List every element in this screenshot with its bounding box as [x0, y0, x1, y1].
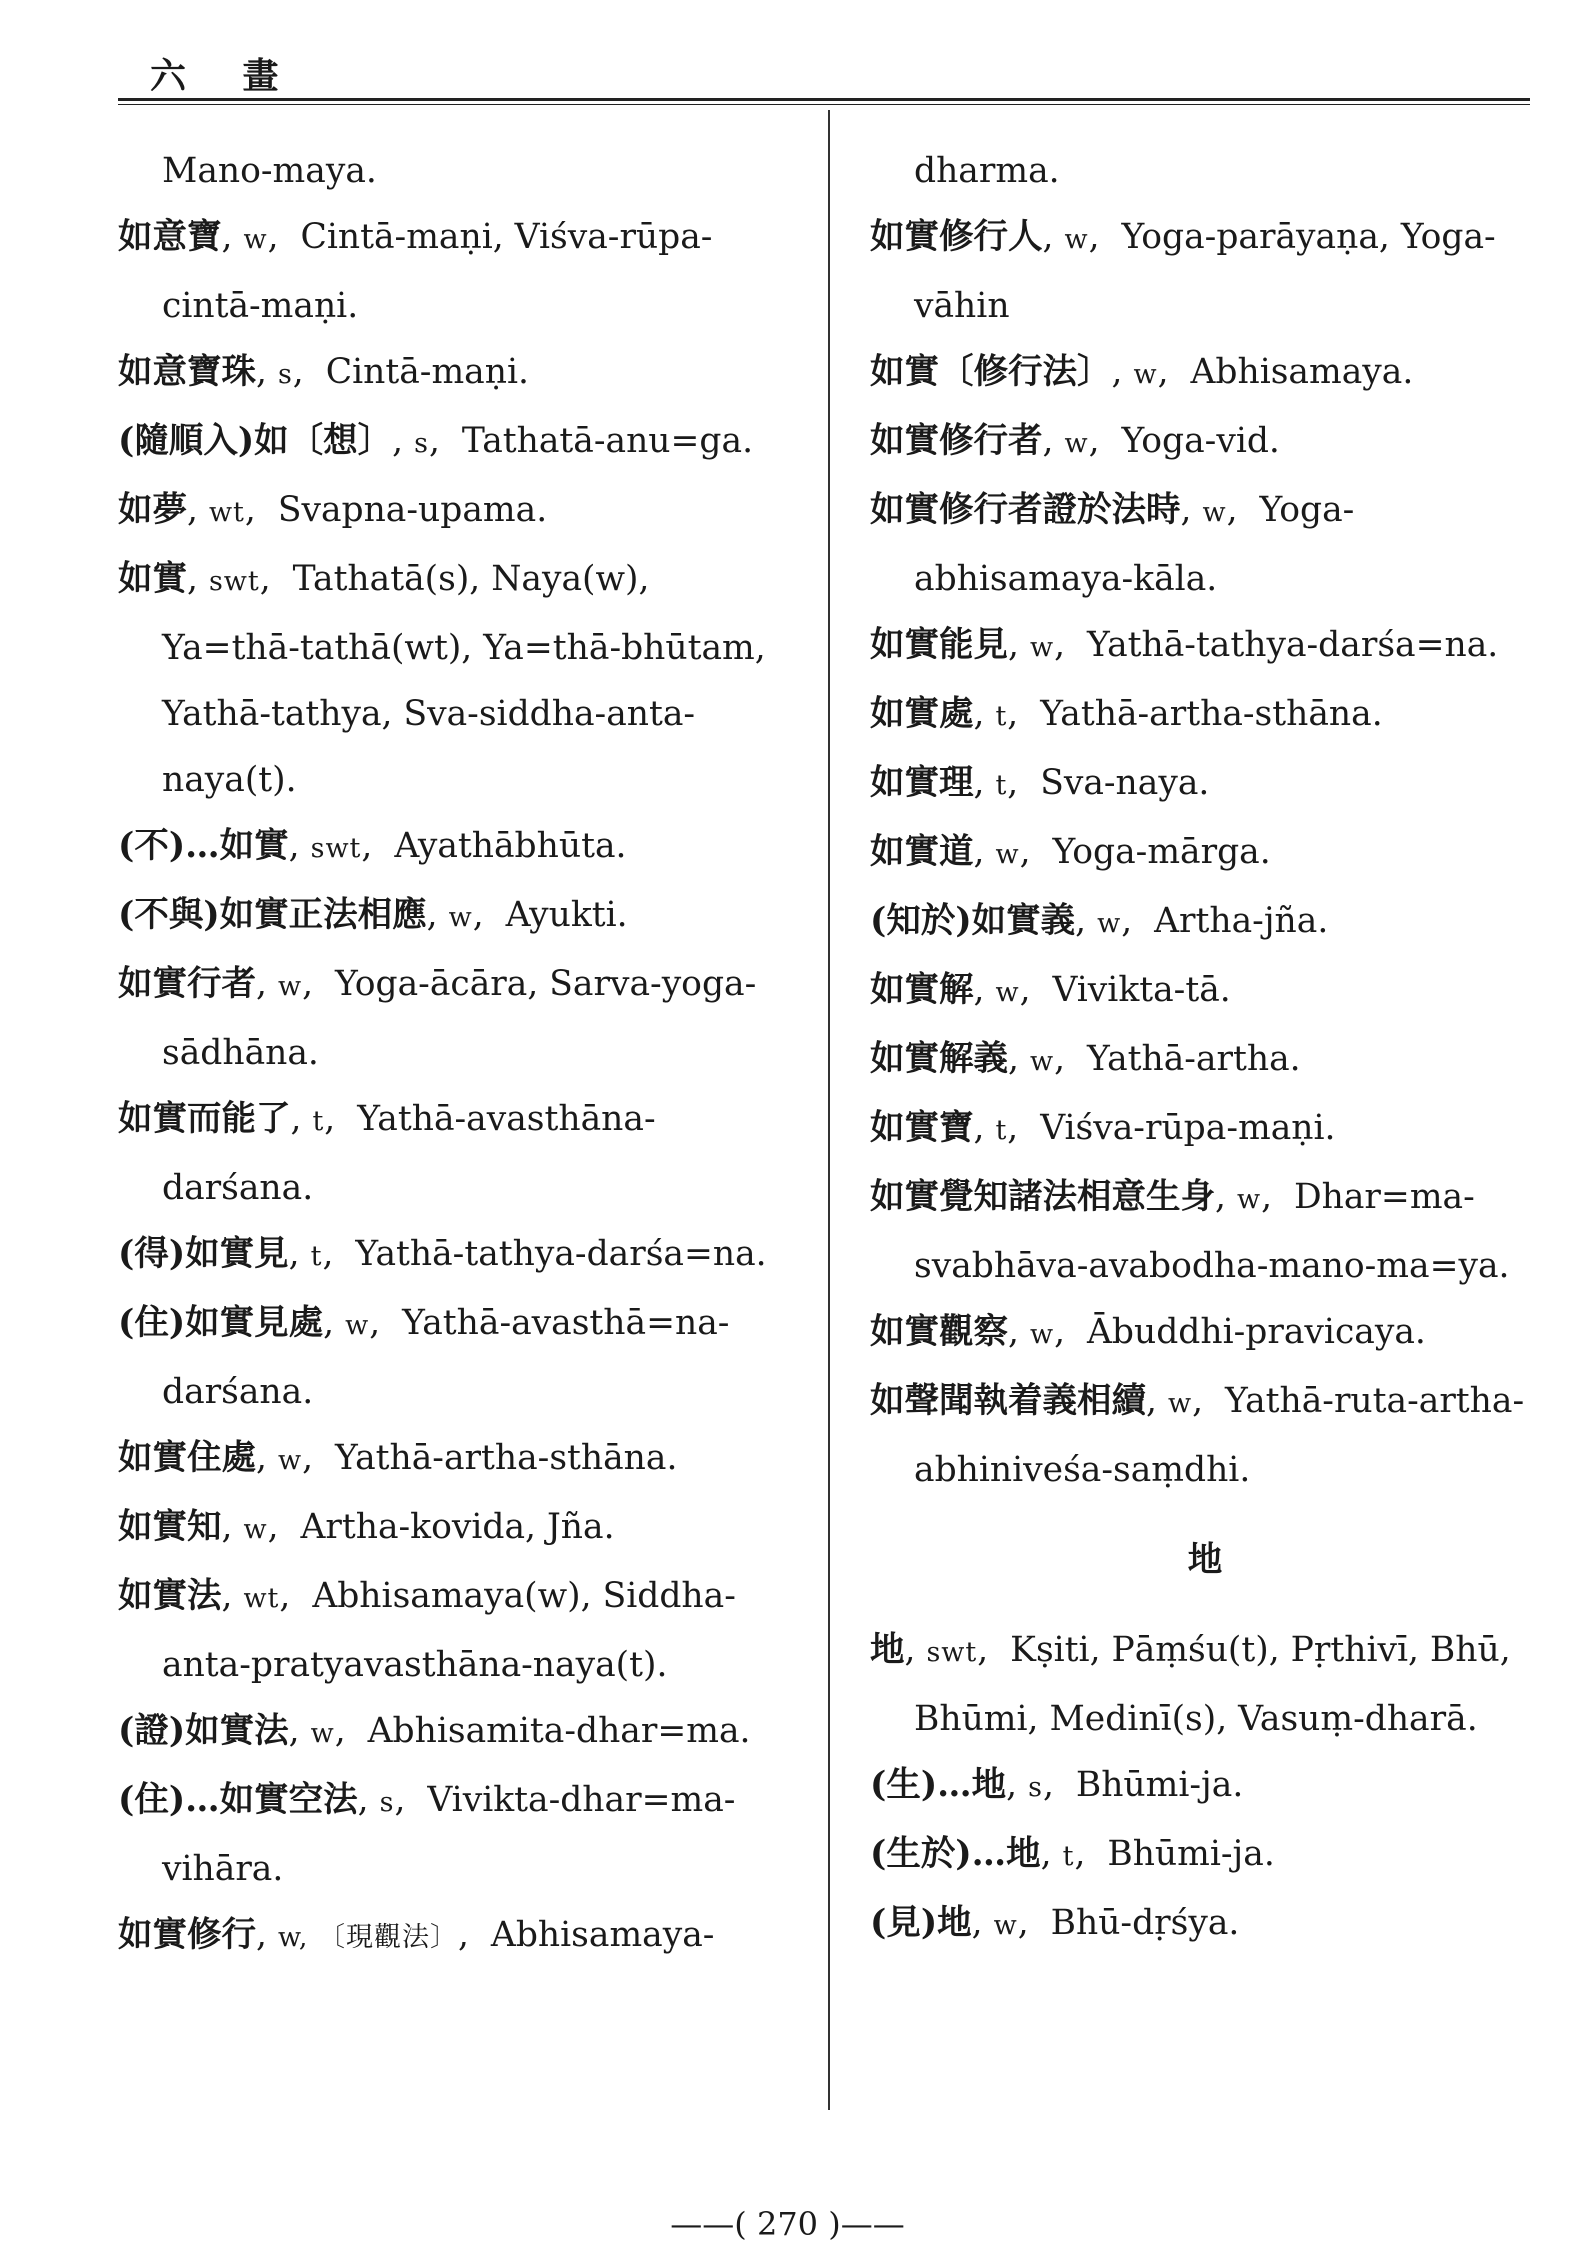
entry-sanskrit: Kṣiti, Pāṃśu(t), Pṛthivī, Bhū, Bhūmi, Medinī(s), Vasuṃ-dharā. — [914, 1630, 1511, 1739]
entry-headword: (不)…如實 — [118, 826, 289, 866]
entry-headword: 如聲聞執着義相續 — [870, 1381, 1146, 1421]
entry-headword: (見)地 — [870, 1903, 972, 1943]
entry-headword: (隨順入)如〔想〕 — [118, 421, 393, 461]
entry-source-ref: w — [995, 977, 1020, 1008]
dictionary-entry: 如意寶珠, s, Cintā-maṇi. — [118, 352, 529, 392]
dictionary-entry: 如夢, wt, Svapna-upama. — [118, 490, 548, 530]
dictionary-entry: (不與)如實正法相應, w, Ayukti. — [118, 895, 628, 935]
entry-headword: 如實 — [118, 559, 187, 599]
dictionary-entry: 如聲聞執着義相續, w, Yathā-ruta-artha-abhiniveśa-saṃdhi. — [870, 1381, 1525, 1490]
entry-source-ref: swt — [926, 1637, 978, 1668]
entry-headword: (生)…地 — [870, 1765, 1007, 1805]
entry-source-ref: swt — [208, 566, 260, 597]
dictionary-entry: 如實修行, w, 〔現觀法〕, Abhisamaya- — [118, 1915, 715, 1955]
entry-sanskrit: Artha-kovida, Jña. — [300, 1507, 615, 1547]
dictionary-entry: 如實法, wt, Abhisamaya(w), Siddha-anta-pratyavasthāna-naya(t). — [118, 1576, 736, 1685]
dictionary-entry: 如實解義, w, Yathā-artha. — [870, 1039, 1301, 1079]
entry-headword: (住)如實見處 — [118, 1303, 324, 1343]
entry-source-ref: t — [995, 770, 1008, 801]
entry-headword: 如實修行 — [118, 1915, 256, 1955]
entry-source-ref: w — [277, 971, 303, 1002]
entry-sanskrit: Abhisamaya- — [490, 1915, 715, 1955]
dictionary-entry: 如實解, w, Vivikta-tā. — [870, 970, 1231, 1010]
page-number: ——( 270 )—— — [670, 2205, 905, 2243]
entry-headword: 如意寶珠 — [118, 352, 256, 392]
entry-headword: (證)如實法 — [118, 1711, 289, 1751]
entry-sanskrit: Viśva-rūpa-maṇi. — [1040, 1108, 1336, 1148]
entry-source-ref: w — [993, 1910, 1018, 1941]
entry-sanskrit: Yathā-artha-sthāna. — [1040, 694, 1383, 734]
entry-sanskrit: Ayathābhūta. — [394, 826, 627, 866]
entry-sanskrit: Yathā-artha. — [1086, 1039, 1301, 1079]
dictionary-entry: 如實修行者證於法時, w, Yoga-abhisamaya-kāla. — [870, 490, 1355, 599]
entry-source-ref: t — [995, 701, 1008, 732]
right-column — [870, 138, 1540, 1959]
entry-source-ref: w — [1064, 224, 1089, 255]
entry-source-ref: s — [1028, 1772, 1043, 1803]
running-head: 六 畫 — [150, 55, 301, 97]
entry-headword: 如實觀察 — [870, 1312, 1008, 1352]
entry-source-ref: w — [1133, 359, 1158, 390]
entry-headword: 如實而能了 — [118, 1099, 291, 1139]
column-divider — [828, 110, 830, 2110]
entry-sanskrit: Vivikta-dhar=ma-vihāra. — [162, 1780, 736, 1889]
entry-sanskrit: Vivikta-tā. — [1052, 970, 1231, 1010]
entry-sanskrit: Abhisamita-dhar=ma. — [367, 1711, 751, 1751]
entry-source-ref: w — [1029, 632, 1055, 663]
entry-sanskrit: Yathā-tathya-darśa=na. — [1086, 625, 1499, 665]
entry-sanskrit: Bhū-dṛśya. — [1050, 1903, 1240, 1943]
entry-headword: 如夢 — [118, 490, 187, 530]
entry-source-ref: t — [310, 1241, 323, 1272]
entry-headword: 如實行者 — [118, 964, 256, 1004]
entry-headword: 如實理 — [870, 763, 974, 803]
dictionary-entry: 如意寶, w, Cintā-maṇi, Viśva-rūpa-cintā-maṇi. — [118, 217, 713, 326]
entry-source-ref: wt — [208, 497, 245, 528]
dictionary-entry: 如實修行人, w, Yoga-parāyaṇa, Yoga-vāhin — [870, 217, 1496, 326]
entry-sanskrit: Tathatā-anu=ga. — [461, 421, 754, 461]
dictionary-entry: 如實觀察, w, Ābuddhi-pravicaya. — [870, 1312, 1426, 1352]
entry-sanskrit: Yoga-parāyaṇa, Yoga-vāhin — [914, 217, 1496, 326]
entry-source-ref: w — [1167, 1388, 1193, 1419]
entry-source-ref: s — [277, 359, 293, 390]
entry-headword: 如實解 — [870, 970, 974, 1010]
entry-source-ref: w — [345, 1310, 370, 1341]
entry-source-ref: t — [995, 1115, 1008, 1146]
entry-source-ref: t — [1062, 1841, 1075, 1872]
dictionary-entry: (知於)如實義, w, Artha-jña. — [870, 901, 1329, 941]
entry-sanskrit: Bhūmi-ja. — [1107, 1834, 1275, 1874]
dictionary-entry: (不)…如實, swt, Ayathābhūta. — [118, 826, 627, 866]
dictionary-entry: 如實能見, w, Yathā-tathya-darśa=na. — [870, 625, 1499, 665]
entry-source-ref: w — [277, 1445, 303, 1476]
dictionary-entry: 如實修行者, w, Yoga-vid. — [870, 421, 1280, 461]
section-heading: 地 — [1187, 1540, 1223, 1580]
entry-sanskrit: Cintā-maṇi, Viśva-rūpa-cintā-maṇi. — [162, 217, 713, 326]
entry-headword: 如實處 — [870, 694, 974, 734]
entry-sanskrit: Bhūmi-ja. — [1075, 1765, 1244, 1805]
entry-source-ref: w — [1029, 1046, 1055, 1077]
header-rule — [118, 98, 1530, 105]
entry-sanskrit: Tathatā(s), Naya(w), Ya=thā-tathā(wt), Ya=thā-bhūtam, Yathā-tathya, Sva-siddha-anta-naya(t). — [162, 559, 766, 800]
entry-headword: (不與)如實正法相應 — [118, 895, 427, 935]
entry-sanskrit: Yathā-ruta-artha-abhiniveśa-saṃdhi. — [914, 1381, 1525, 1490]
entry-source-ref: t — [312, 1106, 325, 1137]
dictionary-entry: (得)如實見, t, Yathā-tathya-darśa=na. — [118, 1234, 767, 1274]
dictionary-entry: 如實行者, w, Yoga-ācāra, Sarva-yoga-sādhāna. — [118, 964, 757, 1073]
entry-headword: 如實住處 — [118, 1438, 256, 1478]
dictionary-entry: 如實而能了, t, Yathā-avasthāna-darśana. — [118, 1099, 656, 1208]
entry-sanskrit: Mano-maya. — [162, 151, 377, 191]
dictionary-entry: 地, swt, Kṣiti, Pāṃśu(t), Pṛthivī, Bhū, Bhūmi, Medinī(s), Vasuṃ-dharā. — [870, 1630, 1511, 1739]
entry-source-ref: w — [1097, 908, 1122, 939]
entry-sanskrit: Yoga-abhisamaya-kāla. — [914, 490, 1355, 599]
entry-sanskrit: Yathā-artha-sthāna. — [334, 1438, 678, 1478]
dictionary-entry: 如實寶, t, Viśva-rūpa-maṇi. — [870, 1108, 1336, 1148]
entry-source-ref: w — [1236, 1184, 1262, 1215]
entry-sanskrit: Sva-naya. — [1040, 763, 1210, 803]
entry-headword: (得)如實見 — [118, 1234, 289, 1274]
left-column — [118, 138, 788, 1971]
entry-source-ref: wt — [243, 1583, 280, 1614]
entry-headword: 如實修行人 — [870, 217, 1043, 257]
entry-source-ref: w — [243, 224, 268, 255]
entry-sanskrit: Abhisamaya. — [1190, 352, 1414, 392]
entry-headword: 如實法 — [118, 1576, 222, 1616]
entry-continuation — [870, 138, 1540, 204]
entry-headword: (住)…如實空法 — [118, 1780, 358, 1820]
dictionary-entry: 如實, swt, Tathatā(s), Naya(w), Ya=thā-tathā(wt), Ya=thā-bhūtam, Yathā-tathya, Sva-siddha-anta-naya(t). — [118, 559, 766, 800]
entry-sanskrit: Svapna-upama. — [277, 490, 548, 530]
entry-headword: (知於)如實義 — [870, 901, 1076, 941]
entry-source-ref: w — [1202, 497, 1227, 528]
entry-sanskrit: Yoga-ācāra, Sarva-yoga-sādhāna. — [162, 964, 757, 1073]
entry-source-ref: w — [1029, 1319, 1055, 1350]
entry-sanskrit: Cintā-maṇi. — [325, 352, 529, 392]
dictionary-entry: (生於)…地, t, Bhūmi-ja. — [870, 1834, 1275, 1874]
entry-sanskrit: Yathā-avasthāna-darśana. — [162, 1099, 656, 1208]
entry-sanskrit: Yoga-vid. — [1121, 421, 1280, 461]
entry-headword: 如實覺知諸法相意生身 — [870, 1177, 1215, 1217]
entry-headword: 如實道 — [870, 832, 974, 872]
entry-headword: 如實〔修行法〕 — [870, 352, 1112, 392]
entry-sanskrit: Artha-jña. — [1154, 901, 1329, 941]
entry-sanskrit: Yathā-avasthā=na-darśana. — [162, 1303, 730, 1412]
entry-continuation — [118, 138, 788, 204]
dictionary-entry: (隨順入)如〔想〕, s, Tathatā-anu=ga. — [118, 421, 754, 461]
entry-headword: 地 — [870, 1630, 905, 1670]
entry-headword: 如實知 — [118, 1507, 222, 1547]
entry-headword: 如意寶 — [118, 217, 222, 257]
entry-source-ref: w — [448, 902, 473, 933]
entry-headword: 如實修行者證於法時 — [870, 490, 1181, 530]
entry-headword: (生於)…地 — [870, 1834, 1041, 1874]
entry-source-ref: w — [243, 1514, 268, 1545]
entry-sanskrit: Yathā-tathya-darśa=na. — [355, 1234, 767, 1274]
dictionary-entry: 如實理, t, Sva-naya. — [870, 763, 1210, 803]
dictionary-entry: (見)地, w, Bhū-dṛśya. — [870, 1903, 1240, 1943]
dictionary-entry: 如實〔修行法〕, w, Abhisamaya. — [870, 352, 1414, 392]
entry-headword: 如實寶 — [870, 1108, 974, 1148]
entry-sanskrit: Yoga-mārga. — [1052, 832, 1271, 872]
entry-sanskrit: Abhisamaya(w), Siddha-anta-pratyavasthāna-naya(t). — [162, 1576, 736, 1685]
entry-headword: 如實能見 — [870, 625, 1008, 665]
dictionary-entry: (住)如實見處, w, Yathā-avasthā=na-darśana. — [118, 1303, 730, 1412]
entry-source-ref: s — [379, 1787, 395, 1818]
dictionary-entry: (證)如實法, w, Abhisamita-dhar=ma. — [118, 1711, 751, 1751]
entry-sanskrit: dharma. — [914, 151, 1060, 191]
entry-headword: 如實解義 — [870, 1039, 1008, 1079]
dictionary-entry: 如實知, w, Artha-kovida, Jña. — [118, 1507, 615, 1547]
entry-sanskrit: Ābuddhi-pravicaya. — [1086, 1312, 1426, 1352]
entry-source-ref: s — [414, 428, 429, 459]
entry-sanskrit: Dhar=ma-svabhāva-avabodha-mano-ma=ya. — [914, 1177, 1510, 1286]
dictionary-entry: (生)…地, s, Bhūmi-ja. — [870, 1765, 1244, 1805]
entry-headword: 如實修行者 — [870, 421, 1043, 461]
dictionary-entry: 如實覺知諸法相意生身, w, Dhar=ma-svabhāva-avabodha-mano-ma=ya. — [870, 1177, 1510, 1286]
dictionary-entry: 如實道, w, Yoga-mārga. — [870, 832, 1271, 872]
dictionary-entry: (住)…如實空法, s, Vivikta-dhar=ma-vihāra. — [118, 1780, 736, 1889]
dictionary-entry: 如實住處, w, Yathā-artha-sthāna. — [118, 1438, 678, 1478]
entry-source-ref: w, 〔現觀法〕 — [277, 1922, 459, 1953]
entry-source-ref: w — [310, 1718, 335, 1749]
dictionary-entry: 如實處, t, Yathā-artha-sthāna. — [870, 694, 1383, 734]
entry-sanskrit: Ayukti. — [505, 895, 628, 935]
entry-source-ref: w — [1064, 428, 1089, 459]
entry-source-ref: w — [995, 839, 1020, 870]
entry-source-ref: swt — [310, 833, 362, 864]
